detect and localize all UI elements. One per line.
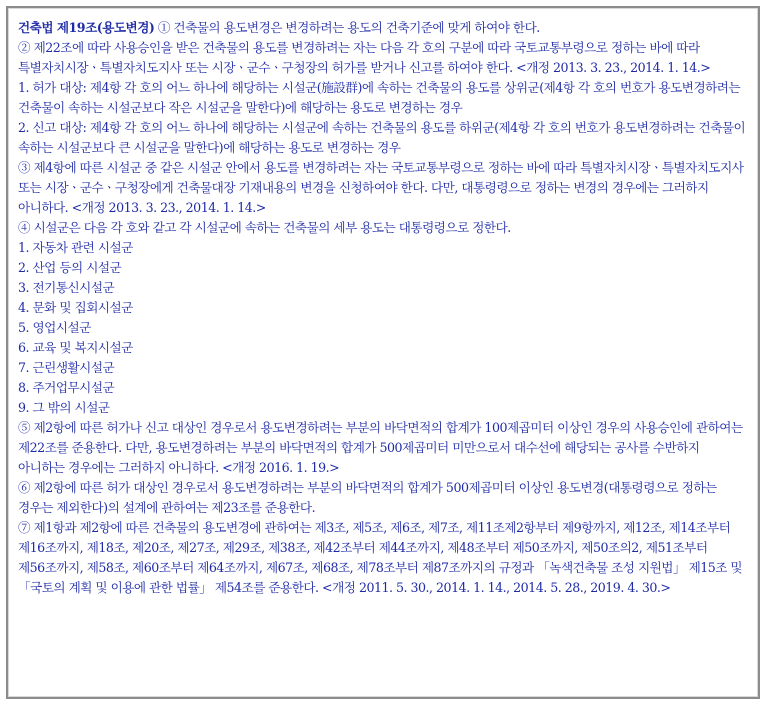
facility-group-item: 2. 산업 등의 시설군: [18, 260, 122, 275]
facility-group-item: 5. 영업시설군: [18, 320, 91, 335]
clause-1: ① 건축물의 용도변경은 변경하려는 용도의 건축기준에 맞게 하여야 한다.: [154, 20, 540, 35]
document-frame: [6, 6, 760, 699]
facility-group-item: 9. 그 밖의 시설군: [18, 400, 110, 415]
clause-7: ⑦ 제1항과 제2항에 따른 건축물의 용도변경에 관하여는 제3조, 제5조, 제6조, 제7조, 제11조제2항부터 제9항까지, 제12조, 제14조부터 제16조까지, 제18조, 제20조, 제27조, 제29조, 제38조, 제42조부터 제44조까지, 제48조부터 제50조까지, 제50조의2, 제51조부터 제56조까지, 제58조, 제60조부터 제64조까지, 제67조, 제68조, 제78조부터 제87조까지의 규정과 「녹색건축물 조성 지원법」 제15조 및 「국토의 계획 및 이용에 관한 법률」 제54조를 준용한다. <개정 2011. 5. 30., 2014. 1. 14., 2014. 5. 28., 2019. 4. 30.>: [18, 520, 743, 595]
clause-3: ③ 제4항에 따른 시설군 중 같은 시설군 안에서 용도를 변경하려는 자는 국토교통부령으로 정하는 바에 따라 특별자치시장ㆍ특별자치도지사 또는 시장ㆍ군수ㆍ구청장에게 건축물대장 기재내용의 변경을 신청하여야 한다. 다만, 대통령령으로 정하는 변경의 경우에는 그러하지 아니하다. <개정 2013. 3. 23., 2014. 1. 14.>: [18, 160, 744, 215]
facility-group-item: 3. 전기통신시설군: [18, 280, 115, 295]
facility-group-item: 6. 교육 및 복지시설군: [18, 340, 133, 355]
clause-2: ② 제22조에 따라 사용승인을 받은 건축물의 용도를 변경하려는 자는 다음 각 호의 구분에 따라 국토교통부령으로 정하는 바에 따라 특별자치시장ㆍ특별자치도지사 또는 시장ㆍ군수ㆍ구청장의 허가를 받거나 신고를 하여야 한다. <개정 2013. 3. 23., 2014. 1. 14.>: [18, 40, 711, 75]
article-first-paragraph: [18, 18, 748, 38]
clause-2-item-2: 2. 신고 대상: 제4항 각 호의 어느 하나에 해당하는 시설군에 속하는 건축물의 용도를 하위군(제4항 각 호의 번호가 용도변경하려는 건축물이 속하는 시설군보다 큰 시설군을 말한다)에 해당하는 용도로 변경하는 경우: [18, 120, 746, 155]
facility-group-item: 7. 근린생활시설군: [18, 360, 115, 375]
facility-group-item: 1. 자동차 관련 시설군: [18, 240, 133, 255]
clause-2-item-1: 1. 허가 대상: 제4항 각 호의 어느 하나에 해당하는 시설군(施設群)에 속하는 건축물의 용도를 상위군(제4항 각 호의 번호가 용도변경하려는 건축물이 속하는 시설군보다 작은 시설군을 말한다)에 해당하는 용도로 변경하는 경우: [18, 80, 741, 115]
facility-group-item: 8. 주거업무시설군: [18, 380, 115, 395]
clause-6: ⑥ 제2항에 따른 허가 대상인 경우로서 용도변경하려는 부분의 바닥면적의 합계가 500제곱미터 이상인 용도변경(대통령령으로 정하는 경우는 제외한다)의 설계에 관하여는 제23조를 준용한다.: [18, 480, 717, 515]
clause-4: ④ 시설군은 다음 각 호와 같고 각 시설군에 속하는 건축물의 세부 용도는 대통령령으로 정한다.: [18, 220, 511, 235]
article-body: [18, 18, 748, 598]
article-heading: 건축법 제19조(용도변경): [18, 20, 155, 35]
clause-5: ⑤ 제2항에 따른 허가나 신고 대상인 경우로서 용도변경하려는 부분의 바닥면적의 합계가 100제곱미터 이상인 경우의 사용승인에 관하여는 제22조를 준용한다. 다만, 용도변경하려는 부분의 바닥면적의 합계가 500제곱미터 미만으로서 대수선에 해당되는 공사를 수반하지 아니하는 경우에는 그러하지 아니하다. <개정 2016. 1. 19.>: [18, 420, 743, 475]
facility-group-item: 4. 문화 및 집회시설군: [18, 300, 133, 315]
